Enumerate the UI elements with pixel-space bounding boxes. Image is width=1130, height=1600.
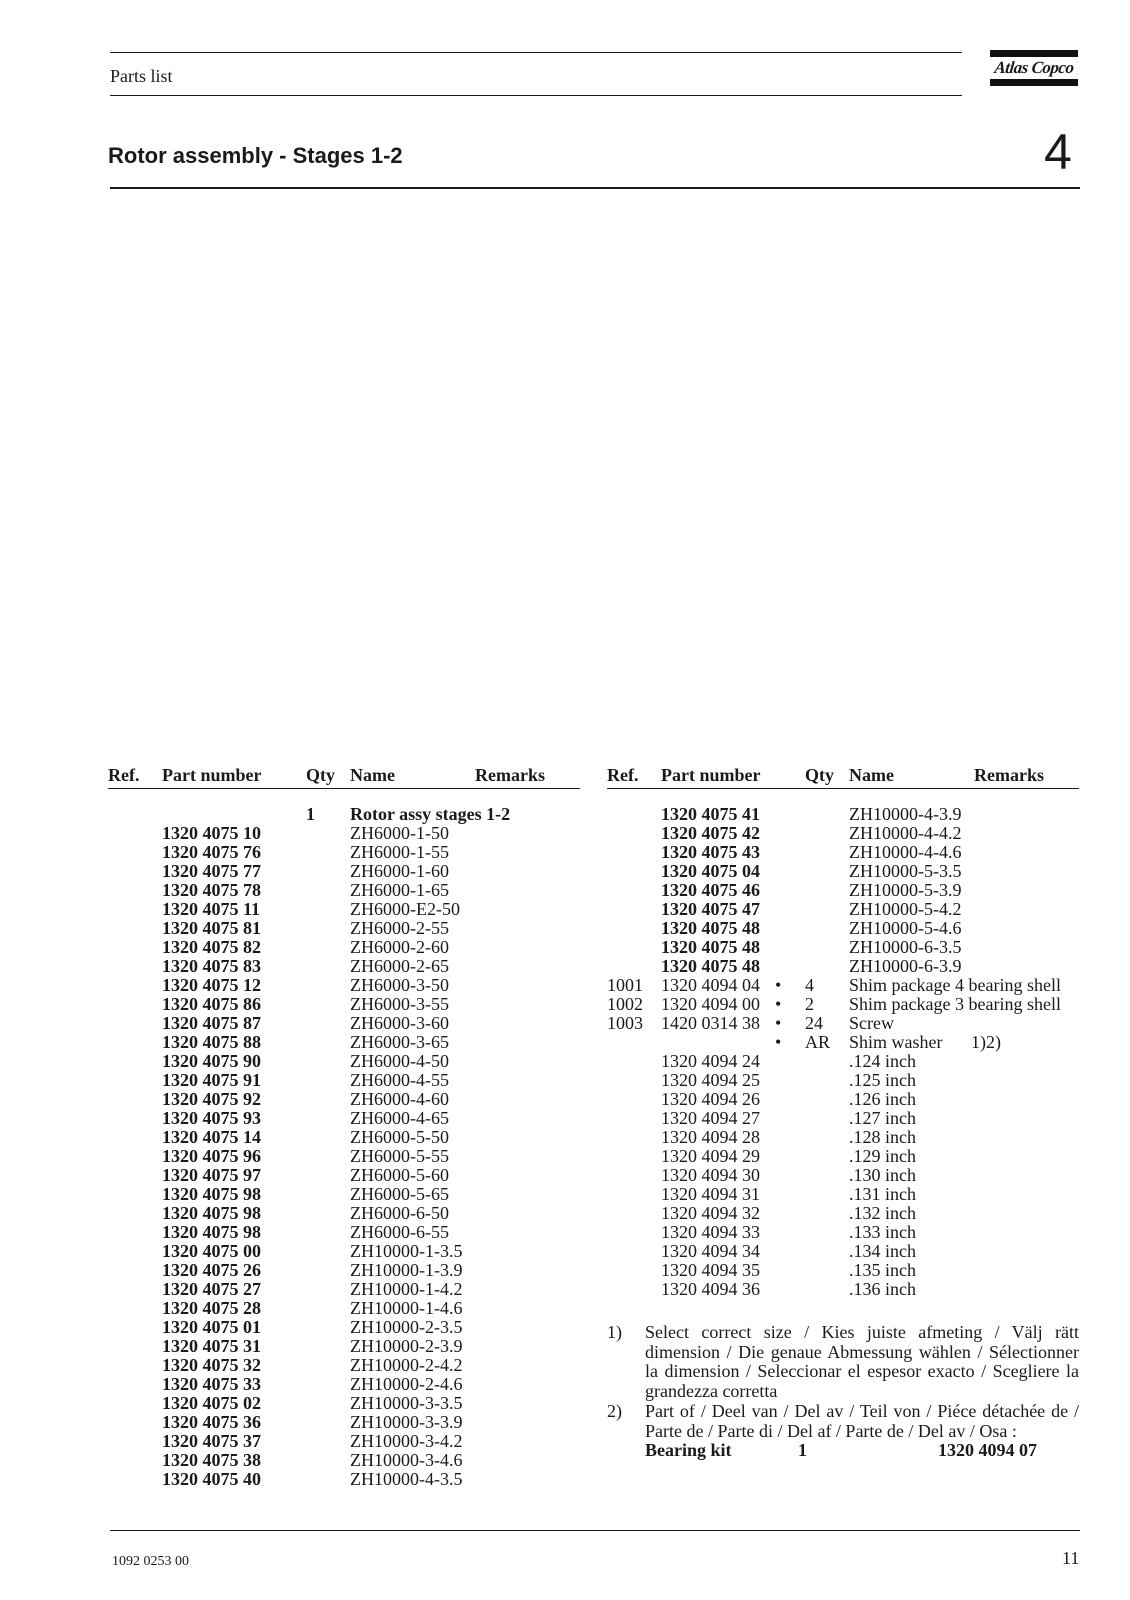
table-row <box>607 862 1087 881</box>
part-number-cell: 1320 4094 30 <box>661 1165 760 1185</box>
part-number-cell: 1320 4075 00 <box>162 1241 261 1261</box>
table-row <box>108 900 588 919</box>
name-cell: ZH6000-2-60 <box>350 937 449 957</box>
bearing-kit-qty: 1 <box>798 1440 807 1460</box>
part-number-cell: 1320 4094 32 <box>661 1203 760 1223</box>
part-number-cell: 1320 4094 00 <box>661 994 760 1014</box>
part-number-cell: 1320 4075 81 <box>162 918 261 938</box>
part-number-cell: 1320 4075 91 <box>162 1070 261 1090</box>
table-row <box>108 1166 588 1185</box>
table-row <box>108 1033 588 1052</box>
name-cell: ZH10000-2-4.6 <box>350 1374 463 1394</box>
name-cell: ZH6000-1-65 <box>350 880 449 900</box>
table-row <box>108 1375 588 1394</box>
table-row <box>108 919 588 938</box>
part-number-cell: 1320 4075 98 <box>162 1222 261 1242</box>
name-cell: ZH6000-3-65 <box>350 1032 449 1052</box>
name-cell: .128 inch <box>849 1127 916 1147</box>
name-cell: ZH10000-4-4.6 <box>849 842 962 862</box>
right-header-rule <box>607 788 1079 789</box>
name-cell: ZH10000-4-4.2 <box>849 823 962 843</box>
part-number-cell: 1320 4094 33 <box>661 1222 760 1242</box>
part-number-cell: 1320 4075 88 <box>162 1032 261 1052</box>
name-cell: .129 inch <box>849 1146 916 1166</box>
name-cell: ZH6000-4-50 <box>350 1051 449 1071</box>
name-cell: Shim package 4 bearing shell <box>849 975 1061 995</box>
table-row <box>607 824 1087 843</box>
name-cell: ZH6000-2-65 <box>350 956 449 976</box>
name-cell: ZH10000-2-3.9 <box>350 1336 463 1356</box>
name-cell: ZH6000-5-55 <box>350 1146 449 1166</box>
table-row <box>607 1204 1087 1223</box>
title-rule <box>110 187 1080 189</box>
name-cell: .130 inch <box>849 1165 916 1185</box>
part-number-cell: 1320 4075 42 <box>661 823 760 843</box>
part-number-cell: 1320 4094 29 <box>661 1146 760 1166</box>
page-number: 11 <box>1062 1548 1080 1568</box>
part-number-cell: 1320 4075 43 <box>661 842 760 862</box>
bearing-kit-part: 1320 4094 07 <box>938 1440 1037 1460</box>
header-label: Parts list <box>110 66 173 86</box>
part-number-cell: 1320 4075 48 <box>661 918 760 938</box>
part-number-cell: 1420 0314 38 <box>661 1013 760 1033</box>
table-row <box>607 1109 1087 1128</box>
table-row <box>108 1185 588 1204</box>
table-row <box>108 1147 588 1166</box>
bullet-cell: • <box>775 1032 782 1052</box>
table-row <box>108 1109 588 1128</box>
document-number: 1092 0253 00 <box>112 1554 189 1569</box>
table-row <box>108 1223 588 1242</box>
footnote-number: 1) <box>607 1322 622 1342</box>
table-row <box>607 1128 1087 1147</box>
name-cell: ZH10000-3-4.2 <box>350 1431 463 1451</box>
table-row <box>607 805 1087 824</box>
part-number-cell: 1320 4075 93 <box>162 1108 261 1128</box>
ref-cell: 1001 <box>607 975 643 995</box>
name-cell: ZH10000-3-3.9 <box>350 1412 463 1432</box>
part-number-cell: 1320 4075 01 <box>162 1317 261 1337</box>
table-row <box>607 1033 1087 1052</box>
part-number-cell: 1320 4075 96 <box>162 1146 261 1166</box>
table-row <box>108 938 588 957</box>
footer-rule <box>110 1530 1080 1531</box>
col-qty-header: Qty <box>805 765 834 785</box>
part-number-cell: 1320 4075 90 <box>162 1051 261 1071</box>
table-row <box>607 881 1087 900</box>
name-cell: ZH6000-5-60 <box>350 1165 449 1185</box>
part-number-cell: 1320 4075 38 <box>162 1450 261 1470</box>
col-ref-header: Ref. <box>108 765 140 785</box>
table-row <box>108 1413 588 1432</box>
col-remarks-header: Remarks <box>974 765 1044 785</box>
table-row <box>607 957 1087 976</box>
part-number-cell: 1320 4075 10 <box>162 823 261 843</box>
part-number-cell: 1320 4075 46 <box>661 880 760 900</box>
qty-cell: 1 <box>306 804 315 824</box>
page-title: Rotor assembly - Stages 1-2 <box>108 143 403 168</box>
name-cell: Shim package 3 bearing shell <box>849 994 1061 1014</box>
part-number-cell: 1320 4094 26 <box>661 1089 760 1109</box>
bullet-cell: • <box>775 975 782 995</box>
part-number-cell: 1320 4075 37 <box>162 1431 261 1451</box>
name-cell: ZH6000-5-50 <box>350 1127 449 1147</box>
part-number-cell: 1320 4075 82 <box>162 937 261 957</box>
table-row <box>607 938 1087 957</box>
name-cell: ZH6000-2-55 <box>350 918 449 938</box>
name-cell: ZH6000-3-50 <box>350 975 449 995</box>
part-number-cell: 1320 4075 33 <box>162 1374 261 1394</box>
part-number-cell: 1320 4094 28 <box>661 1127 760 1147</box>
part-number-cell: 1320 4075 04 <box>661 861 760 881</box>
table-row <box>108 843 588 862</box>
name-cell: ZH10000-5-3.5 <box>849 861 962 881</box>
logo-bottom-bar <box>990 79 1078 86</box>
name-cell: ZH6000-1-55 <box>350 842 449 862</box>
table-row <box>108 1261 588 1280</box>
name-cell: ZH6000-6-50 <box>350 1203 449 1223</box>
col-name-header: Name <box>350 765 395 785</box>
part-number-cell: 1320 4075 48 <box>661 956 760 976</box>
qty-cell: AR <box>805 1032 831 1052</box>
part-number-cell: 1320 4075 26 <box>162 1260 261 1280</box>
name-cell: ZH6000-1-50 <box>350 823 449 843</box>
name-cell: ZH10000-1-4.2 <box>350 1279 463 1299</box>
table-row <box>108 1432 588 1451</box>
table-row <box>607 1242 1087 1261</box>
bullet-cell: • <box>775 994 782 1014</box>
name-cell: ZH10000-6-3.5 <box>849 937 962 957</box>
table-row <box>607 1185 1087 1204</box>
name-cell: ZH10000-2-3.5 <box>350 1317 463 1337</box>
footnote-number: 2) <box>607 1401 622 1421</box>
part-number-cell: 1320 4075 47 <box>661 899 760 919</box>
section-number: 4 <box>1044 124 1072 180</box>
part-number-cell: 1320 4075 27 <box>162 1279 261 1299</box>
table-row <box>607 1166 1087 1185</box>
part-number-cell: 1320 4075 78 <box>162 880 261 900</box>
name-cell: .131 inch <box>849 1184 916 1204</box>
table-row <box>108 1090 588 1109</box>
left-header-rule <box>108 788 580 789</box>
table-row <box>108 824 588 843</box>
table-row <box>108 1356 588 1375</box>
part-number-cell: 1320 4094 24 <box>661 1051 760 1071</box>
table-row <box>607 1071 1087 1090</box>
bullet-cell: • <box>775 1013 782 1033</box>
part-number-cell: 1320 4075 12 <box>162 975 261 995</box>
table-row <box>108 1052 588 1071</box>
part-number-cell: 1320 4075 77 <box>162 861 261 881</box>
name-cell: ZH10000-5-4.2 <box>849 899 962 919</box>
table-row <box>607 995 1087 1014</box>
name-cell: ZH6000-4-60 <box>350 1089 449 1109</box>
table-row <box>108 1337 588 1356</box>
part-number-cell: 1320 4094 04 <box>661 975 760 995</box>
table-row <box>108 976 588 995</box>
bearing-kit-name: Bearing kit <box>645 1440 732 1460</box>
name-cell: ZH6000-3-55 <box>350 994 449 1014</box>
table-row <box>108 881 588 900</box>
name-cell: ZH10000-5-4.6 <box>849 918 962 938</box>
header-top-rule <box>110 52 962 53</box>
table-row <box>607 1052 1087 1071</box>
qty-cell: 4 <box>805 975 814 995</box>
table-row <box>108 1299 588 1318</box>
table-row <box>108 1071 588 1090</box>
footnote-text: Select correct size / Kies juiste afmeting / Välj rätt dimension / Die genaue Abmessung wählen / Sélectionner la dimension / Seleccionar el espesor exacto / Scegliere la grandezza corretta <box>645 1322 1079 1401</box>
col-ref-header: Ref. <box>607 765 639 785</box>
name-cell: ZH6000-E2-50 <box>350 899 460 919</box>
table-row <box>607 919 1087 938</box>
part-number-cell: 1320 4075 86 <box>162 994 261 1014</box>
part-number-cell: 1320 4075 14 <box>162 1127 261 1147</box>
table-row <box>108 1128 588 1147</box>
name-cell: Rotor assy stages 1-2 <box>350 804 511 824</box>
name-cell: ZH10000-1-4.6 <box>350 1298 463 1318</box>
table-row <box>108 995 588 1014</box>
part-number-cell: 1320 4075 36 <box>162 1412 261 1432</box>
name-cell: Shim washer <box>849 1032 943 1052</box>
logo-text: Atlas Copco <box>993 58 1075 77</box>
table-row <box>108 805 588 824</box>
table-row <box>108 957 588 976</box>
part-number-cell: 1320 4075 32 <box>162 1355 261 1375</box>
name-cell: ZH10000-4-3.9 <box>849 804 962 824</box>
col-part-header: Part number <box>162 765 262 785</box>
table-row <box>607 1147 1087 1166</box>
table-row <box>607 900 1087 919</box>
name-cell: ZH6000-1-60 <box>350 861 449 881</box>
footnote-1 <box>607 1323 1079 1403</box>
name-cell: .125 inch <box>849 1070 916 1090</box>
part-number-cell: 1320 4075 98 <box>162 1184 261 1204</box>
name-cell: ZH10000-1-3.5 <box>350 1241 463 1261</box>
remarks-cell: 1)2) <box>971 1032 1001 1052</box>
header-bottom-rule <box>110 95 962 96</box>
part-number-cell: 1320 4075 02 <box>162 1393 261 1413</box>
name-cell: ZH10000-4-3.5 <box>350 1469 463 1489</box>
part-number-cell: 1320 4094 35 <box>661 1260 760 1280</box>
name-cell: ZH10000-6-3.9 <box>849 956 962 976</box>
left-parts-table <box>108 805 588 1489</box>
name-cell: Screw <box>849 1013 894 1033</box>
table-row <box>607 1014 1087 1033</box>
footnote-text: Part of / Deel van / Del av / Teil von / Piéce détachée de / Parte de / Parte di / Del af / Parte de / Del av / Osa : <box>645 1401 1079 1441</box>
part-number-cell: 1320 4094 31 <box>661 1184 760 1204</box>
part-number-cell: 1320 4094 36 <box>661 1279 760 1299</box>
name-cell: .136 inch <box>849 1279 916 1299</box>
part-number-cell: 1320 4094 34 <box>661 1241 760 1261</box>
part-number-cell: 1320 4075 40 <box>162 1469 261 1489</box>
part-number-cell: 1320 4075 11 <box>162 899 261 919</box>
table-row <box>607 976 1087 995</box>
name-cell: .134 inch <box>849 1241 916 1261</box>
table-row <box>607 843 1087 862</box>
name-cell: .135 inch <box>849 1260 916 1280</box>
part-number-cell: 1320 4075 87 <box>162 1013 261 1033</box>
name-cell: ZH10000-3-4.6 <box>350 1450 463 1470</box>
table-row <box>607 1280 1087 1299</box>
part-number-cell: 1320 4075 31 <box>162 1336 261 1356</box>
right-parts-table <box>607 805 1087 1299</box>
name-cell: ZH10000-3-3.5 <box>350 1393 463 1413</box>
name-cell: .133 inch <box>849 1222 916 1242</box>
part-number-cell: 1320 4075 98 <box>162 1203 261 1223</box>
name-cell: ZH10000-5-3.9 <box>849 880 962 900</box>
part-number-cell: 1320 4075 76 <box>162 842 261 862</box>
name-cell: .132 inch <box>849 1203 916 1223</box>
part-number-cell: 1320 4094 27 <box>661 1108 760 1128</box>
col-qty-header: Qty <box>306 765 335 785</box>
name-cell: ZH6000-4-65 <box>350 1108 449 1128</box>
part-number-cell: 1320 4075 48 <box>661 937 760 957</box>
col-part-header: Part number <box>661 765 761 785</box>
table-row <box>108 1204 588 1223</box>
part-number-cell: 1320 4094 25 <box>661 1070 760 1090</box>
name-cell: ZH10000-1-3.9 <box>350 1260 463 1280</box>
part-number-cell: 1320 4075 83 <box>162 956 261 976</box>
table-row <box>108 1014 588 1033</box>
table-row <box>108 1451 588 1470</box>
table-row <box>108 1394 588 1413</box>
ref-cell: 1003 <box>607 1013 643 1033</box>
name-cell: .124 inch <box>849 1051 916 1071</box>
name-cell: ZH6000-6-55 <box>350 1222 449 1242</box>
col-remarks-header: Remarks <box>475 765 545 785</box>
table-row <box>108 862 588 881</box>
part-number-cell: 1320 4075 92 <box>162 1089 261 1109</box>
table-row <box>108 1318 588 1337</box>
table-row <box>108 1470 588 1489</box>
name-cell: .126 inch <box>849 1089 916 1109</box>
name-cell: ZH10000-2-4.2 <box>350 1355 463 1375</box>
table-row <box>108 1242 588 1261</box>
ref-cell: 1002 <box>607 994 643 1014</box>
col-name-header: Name <box>849 765 894 785</box>
name-cell: .127 inch <box>849 1108 916 1128</box>
logo-top-bar <box>990 50 1078 57</box>
name-cell: ZH6000-5-65 <box>350 1184 449 1204</box>
table-row <box>108 1280 588 1299</box>
part-number-cell: 1320 4075 28 <box>162 1298 261 1318</box>
part-number-cell: 1320 4075 97 <box>162 1165 261 1185</box>
table-row <box>607 1090 1087 1109</box>
qty-cell: 24 <box>805 1013 823 1033</box>
bearing-kit-line <box>645 1441 1079 1461</box>
qty-cell: 2 <box>805 994 814 1014</box>
part-number-cell: 1320 4075 41 <box>661 804 760 824</box>
name-cell: ZH6000-3-60 <box>350 1013 449 1033</box>
table-row <box>607 1261 1087 1280</box>
table-row <box>607 1223 1087 1242</box>
atlas-copco-logo <box>990 50 1078 86</box>
name-cell: ZH6000-4-55 <box>350 1070 449 1090</box>
